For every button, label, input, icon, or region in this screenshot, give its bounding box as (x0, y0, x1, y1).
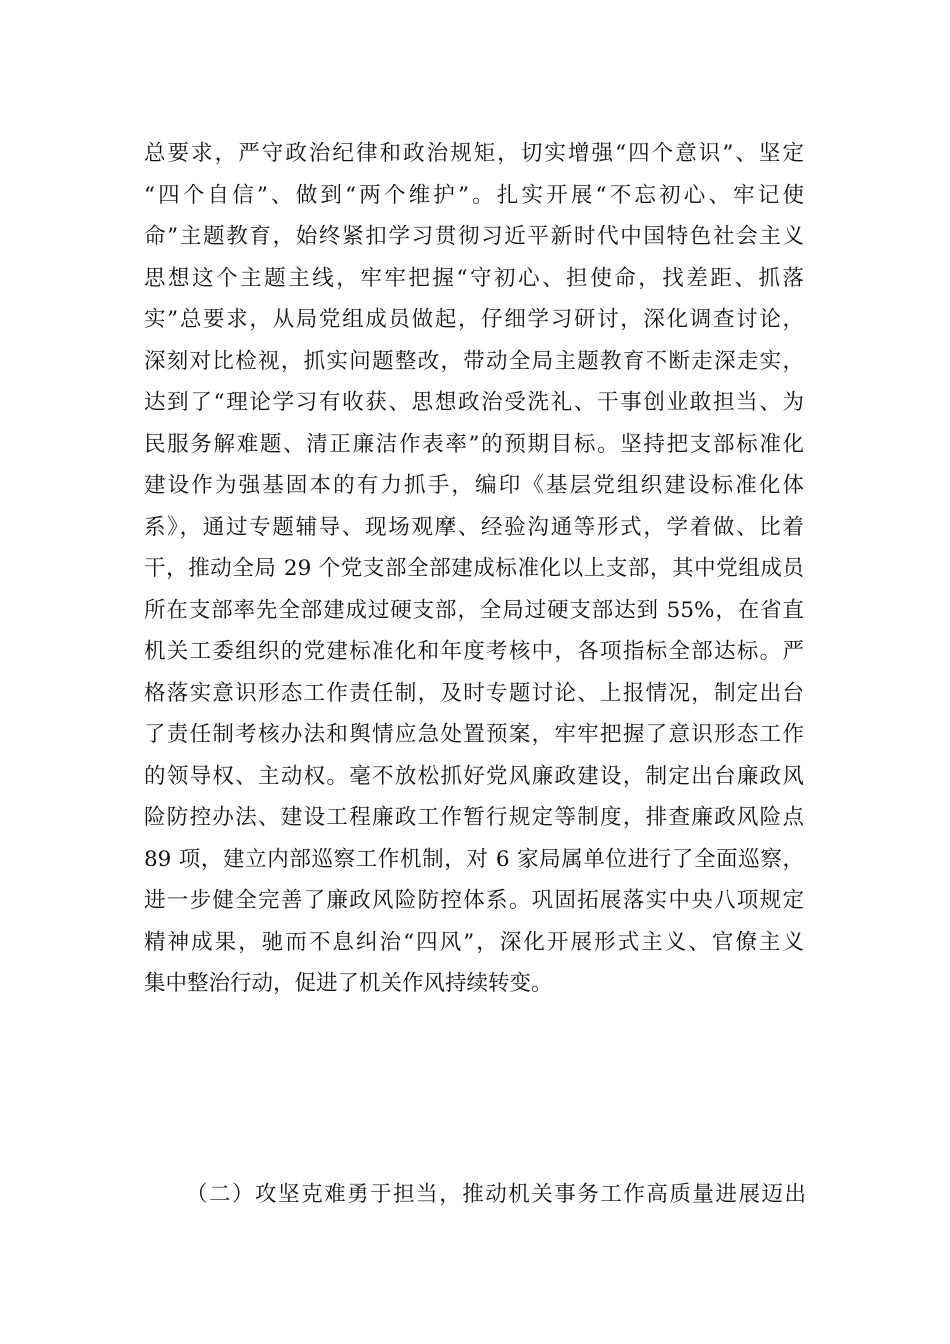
body-paragraph (144, 133, 804, 1005)
paragraph-line: “四个自信”、做到“两个维护”。扎实开展“不忘初心、牢记使 (144, 182, 804, 208)
section-heading: （二）攻坚克难勇于担当，推动机关事务工作高质量进展迈出 (186, 1182, 806, 1207)
paragraph-line: 思想这个主题主线，牢牢把握“守初心、担使命，找差距、抓落 (144, 265, 804, 291)
paragraph-line: 达到了“理论学习有收获、思想政治受洗礼、干事创业敢担当、为 (144, 390, 804, 415)
paragraph-line: 机关工委组织的党建标准化和年度考核中，各项指标全部达标。严 (144, 639, 804, 664)
paragraph-line: 干，推动全局 29 个党支部全部建成标准化以上支部，其中党组成员 (144, 556, 804, 581)
paragraph-line: 总要求，严守政治纪律和政治规矩，切实增强“四个意识”、坚定 (144, 141, 804, 166)
paragraph-line: 深刻对比检视，抓实问题整改，带动全局主题教育不断走深走实， (144, 348, 804, 374)
paragraph-line: 进一步健全完善了廉政风险防控体系。巩固拓展落实中央八项规定 (144, 888, 804, 913)
paragraph-line: 民服务解难题、清正廉洁作表率”的预期目标。坚持把支部标准化 (144, 431, 804, 457)
paragraph-line: 险防控办法、建设工程廉政工作暂行规定等制度，排查廉政风险点 (144, 805, 804, 830)
paragraph-line: 了责任制考核办法和舆情应急处置预案，牢牢把握了意识形态工作 (144, 722, 804, 747)
paragraph-line: 的领导权、主动权。毫不放松抓好党风廉政建设，制定出台廉政风 (144, 763, 804, 789)
paragraph-line: 89 项，建立内部巡察工作机制，对 6 家局属单位进行了全面巡察， (144, 846, 804, 872)
paragraph-line: 精神成果，驰而不息纠治“四风”，深化开展形式主义、官僚主义 (144, 929, 804, 955)
paragraph-line: 格落实意识形态工作责任制，及时专题讨论、上报情况，制定出台 (144, 680, 804, 706)
paragraph-line: 系》，通过专题辅导、现场观摩、经验沟通等形式，学着做、比着 (144, 514, 804, 540)
paragraph-line: 所在支部率先全部建成过硬支部，全局过硬支部达到 55%，在省直 (144, 597, 804, 623)
paragraph-line: 集中整治行动，促进了机关作风持续转变。 (144, 971, 553, 996)
paragraph-line: 实”总要求，从局党组成员做起，仔细学习研讨，深化调查讨论， (144, 307, 804, 332)
paragraph-line: 命”主题教育，始终紧扣学习贯彻习近平新时代中国特色社会主义 (144, 224, 804, 249)
paragraph-line: 建设作为强基固本的有力抓手，编印《基层党组织建设标准化体 (144, 473, 804, 498)
